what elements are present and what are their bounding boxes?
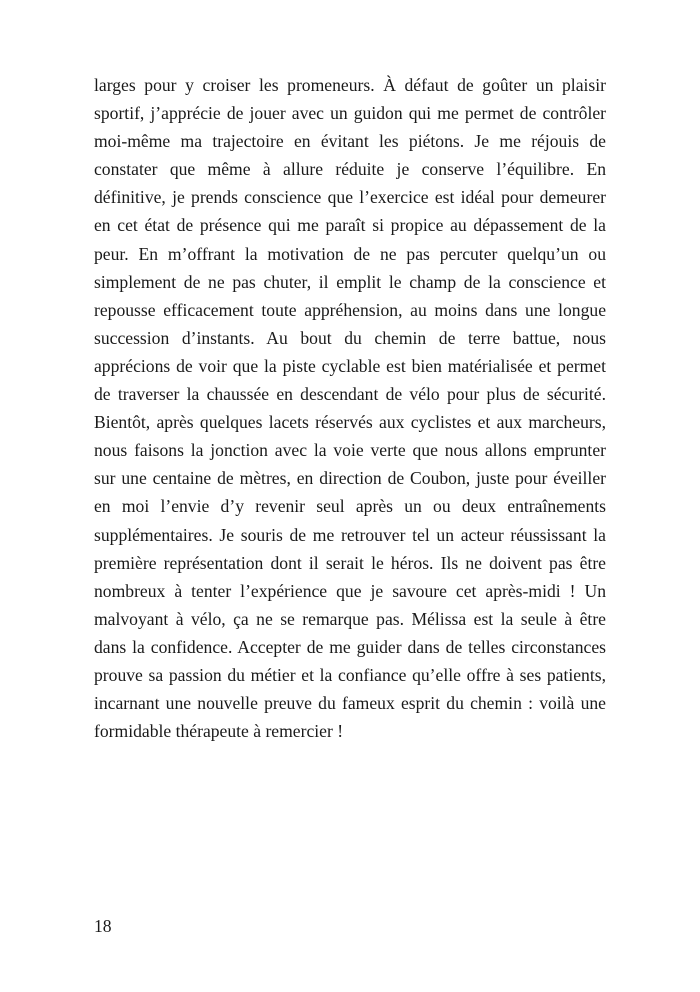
text-line: nombreux à tenter l’expérience que je savoure cet après-midi ! Un	[94, 580, 606, 601]
text-line: apprécions de voir que la piste cyclable est bien matérialisée et permet	[94, 355, 606, 376]
text-line: repousse efficacement toute appréhension, au moins dans une longue	[94, 299, 606, 320]
text-line: constater que même à allure réduite je conserve l’équilibre. En	[94, 159, 606, 180]
text-line: simplement de ne pas chuter, il emplit le champ de la conscience et	[94, 271, 606, 292]
text-line: définitive, je prends conscience que l’exercice est idéal pour demeurer	[94, 187, 606, 208]
text-line: en cet état de présence qui me paraît si propice au dépassement de la	[94, 215, 606, 236]
text-line: succession d’instants. Au bout du chemin de terre battue, nous	[94, 327, 606, 348]
text-line: moi-même ma trajectoire en évitant les piétons. Je me réjouis de	[94, 131, 606, 152]
text-line-last: formidable thérapeute à remercier !	[94, 721, 344, 742]
text-line: Bientôt, après quelques lacets réservés aux cyclistes et aux marcheurs,	[94, 412, 606, 433]
text-line: nous faisons la jonction avec la voie verte que nous allons emprunter	[94, 440, 606, 461]
text-line: larges pour y croiser les promeneurs. À défaut de goûter un plaisir	[94, 75, 606, 95]
page-number: 18	[94, 916, 112, 936]
text-line: incarnant une nouvelle preuve du fameux esprit du chemin : voilà une	[94, 693, 606, 714]
text-line: prouve sa passion du métier et la confiance qu’elle offre à ses patients,	[94, 664, 606, 685]
text-line: malvoyant à vélo, ça ne se remarque pas. Mélissa est la seule à être	[94, 608, 606, 629]
text-line: de traverser la chaussée en descendant de vélo pour plus de sécurité.	[94, 384, 606, 405]
body-paragraph	[94, 71, 606, 745]
text-line: en moi l’envie d’y revenir seul après un ou deux entraînements	[94, 496, 606, 517]
text-line: sur une centaine de mètres, en direction de Coubon, juste pour éveiller	[94, 468, 606, 489]
text-line: supplémentaires. Je souris de me retrouver tel un acteur réussissant la	[94, 524, 606, 545]
text-line: peur. En m’offrant la motivation de ne pas percuter quelqu’un ou	[94, 243, 606, 264]
text-line: première représentation dont il serait le héros. Ils ne doivent pas être	[94, 552, 606, 573]
text-line: dans la confidence. Accepter de me guider dans de telles circonstances	[94, 636, 606, 657]
text-line: sportif, j’apprécie de jouer avec un guidon qui me permet de contrôler	[94, 103, 606, 124]
